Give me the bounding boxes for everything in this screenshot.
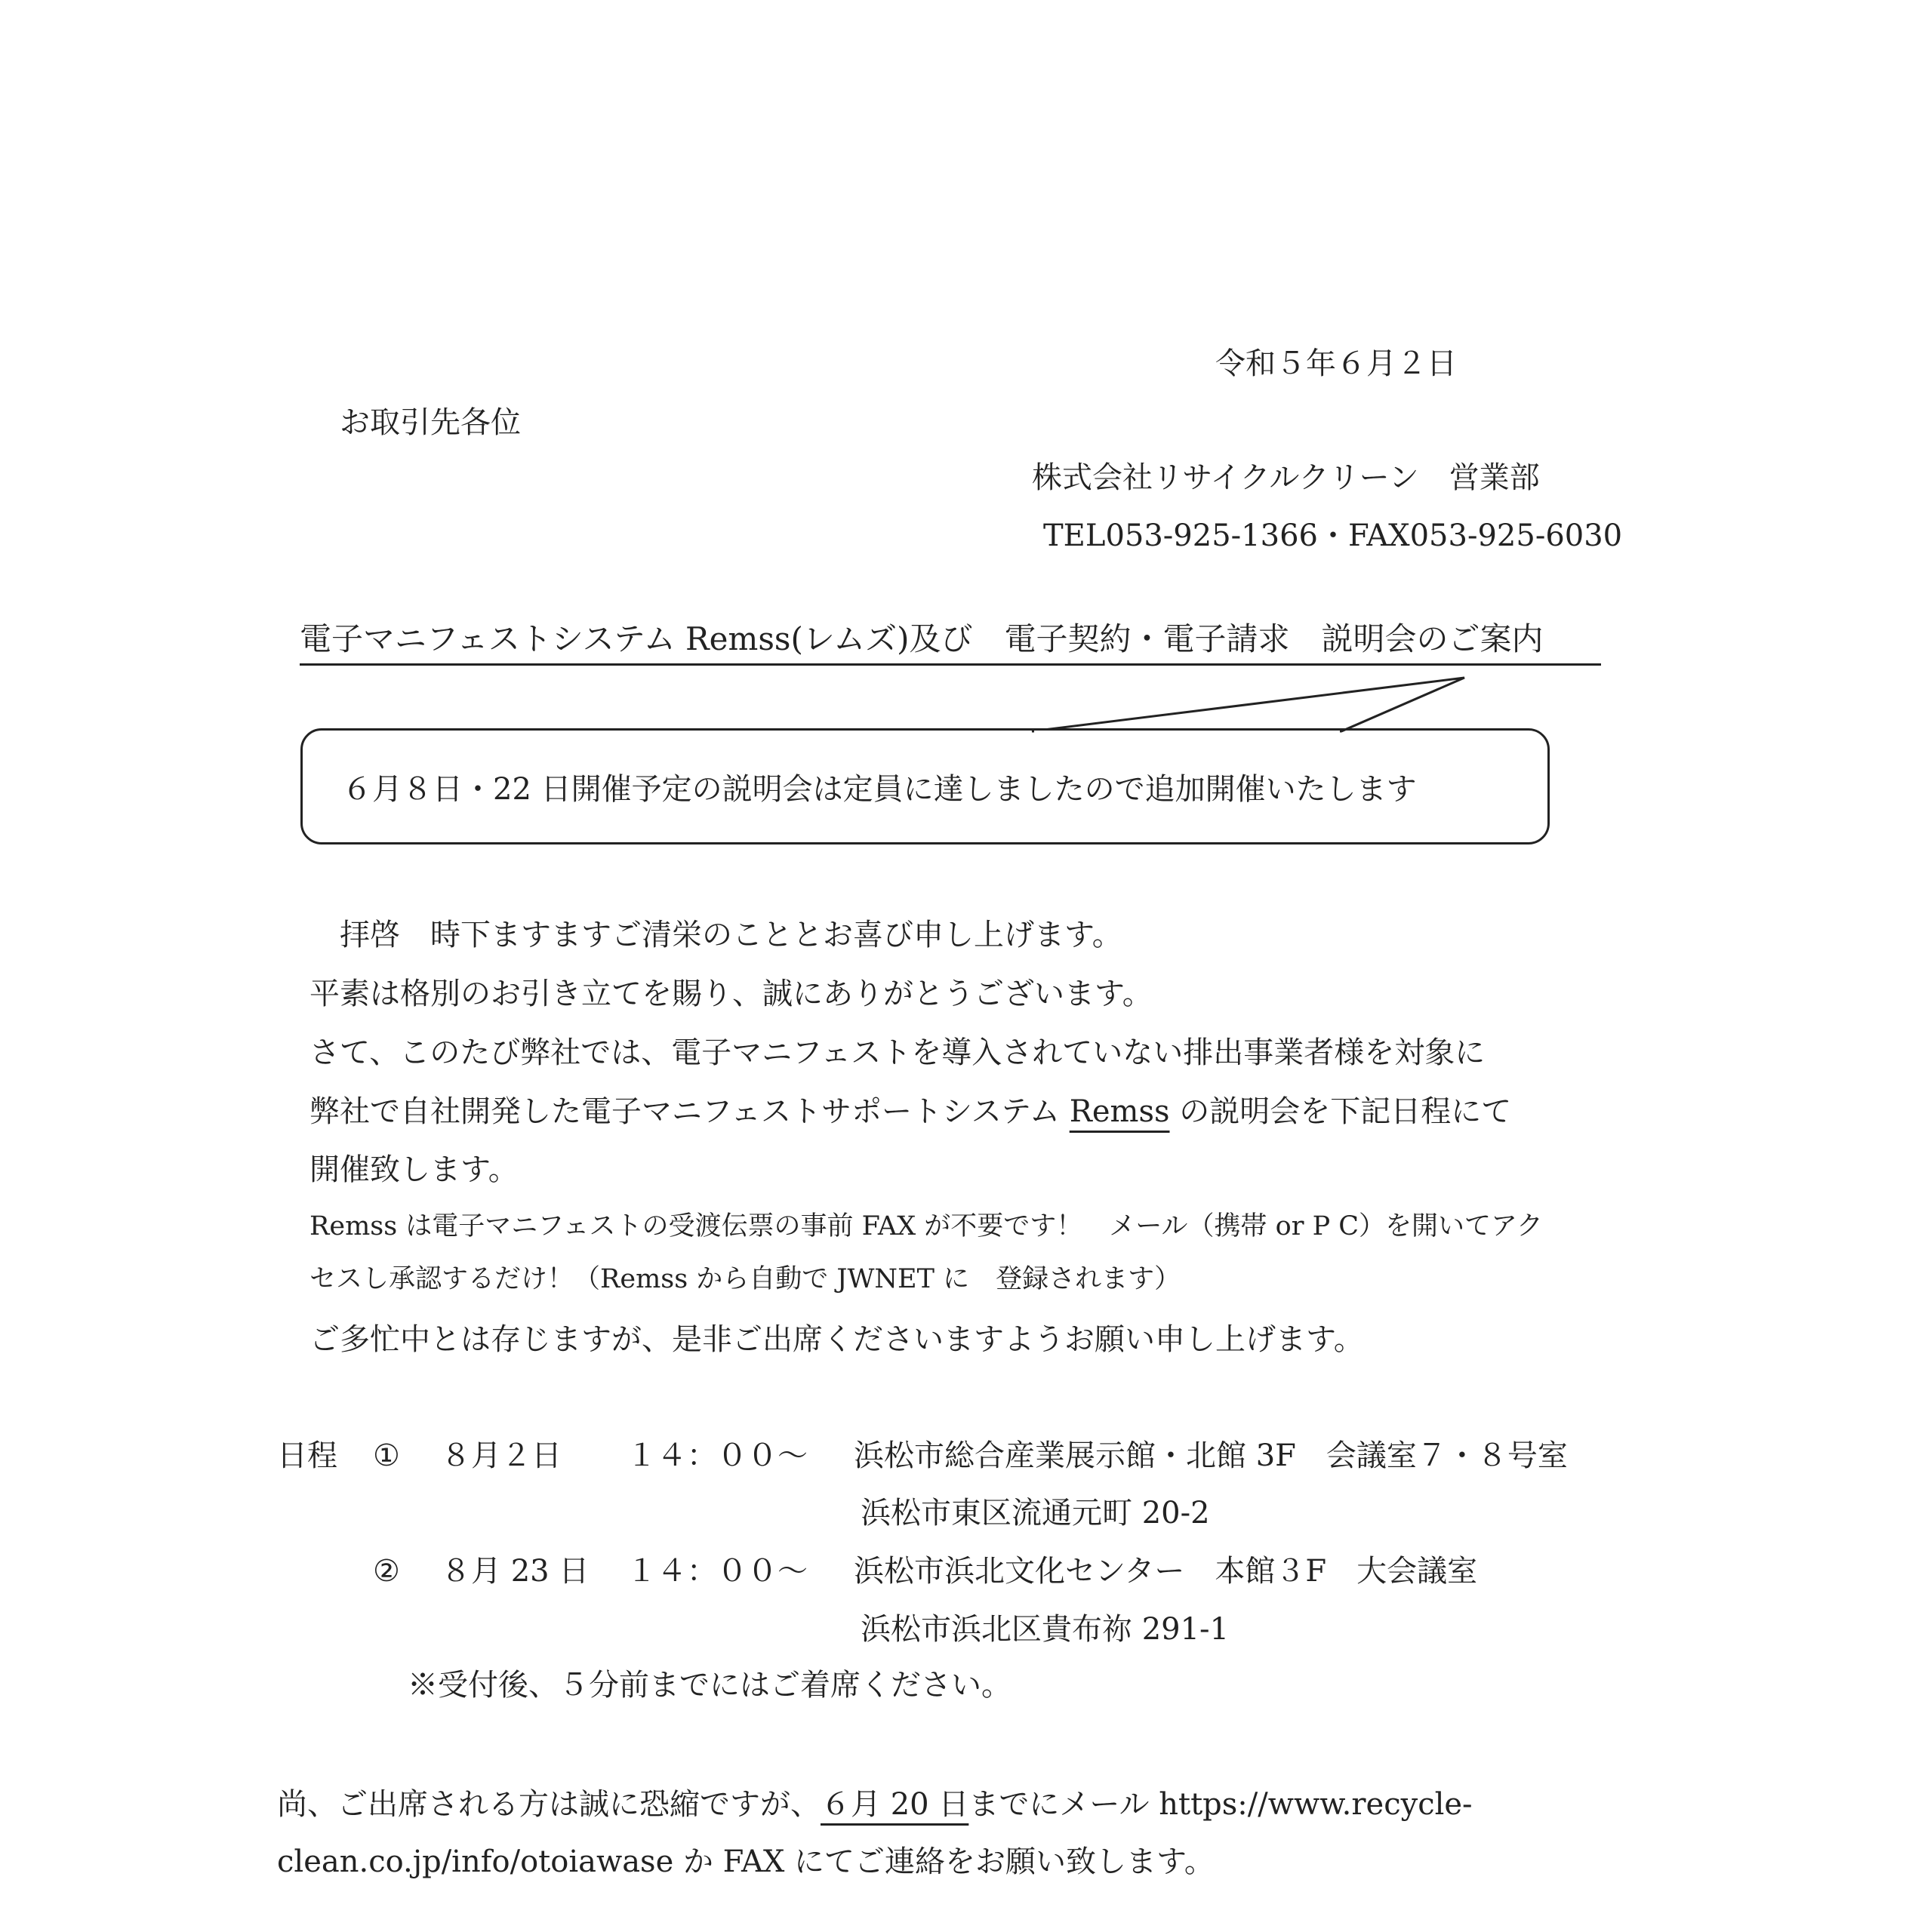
event-2-date: ８月 23 日	[441, 1554, 590, 1589]
body-line-5: 開催致します。	[309, 1152, 519, 1187]
body-line-4-before: 弊社で自社開発した電子マニフェストサポートシステム	[309, 1094, 1070, 1129]
remss-underlined: Remss	[1069, 1094, 1170, 1129]
closing-line-1-before: 尚、ご出席される方は誠に恐縮ですが、	[277, 1787, 821, 1822]
event-2-venue: 浜松市浜北文化センター 本館３F 大会議室	[854, 1554, 1478, 1589]
body-line-1: 拝啓 時下ますますご清栄のこととお喜び申し上げます。	[340, 918, 1122, 952]
closing-line-1	[277, 1789, 1473, 1820]
event-1-time: １４：００～	[627, 1438, 808, 1473]
closing-line-2: clean.co.jp/info/otoiawase か FAX にてご連絡をお願い致します。	[277, 1844, 1215, 1879]
sender-contact: TEL053-925-1366・FAX053-925-6030	[1043, 518, 1623, 553]
body-line-8: ご多忙中とは存じますが、是非ご出席くださいますようお願い申し上げます。	[309, 1322, 1364, 1357]
notice-callout-text: ６月８日・22 日開催予定の説明会は定員に達しましたので追加開催いたします	[342, 771, 1417, 807]
body-line-7: セスし承認するだけ！（Remss から自動で JWNET に 登録されます）	[309, 1264, 1181, 1294]
event-2-number: ②	[373, 1554, 400, 1589]
body-line-6: Remss は電子マニフェストの受渡伝票の事前 FAX が不要です！ メール（携帯 or P C）を開いてアク	[309, 1211, 1544, 1241]
event-1-venue: 浜松市総合産業展示館・北館 3F 会議室７・８号室	[854, 1438, 1568, 1473]
letter-date: 令和５年６月２日	[1215, 346, 1457, 381]
document-title: 電子マニフェストシステム Remss(レムズ)及び 電子契約・電子請求 説明会のご案内	[300, 615, 1601, 666]
event-1-number: ①	[373, 1438, 400, 1473]
body-line-3: さて、このたび弊社では、電子マニフェストを導入されていない排出事業者様を対象に	[309, 1035, 1486, 1070]
event-1-date: ８月２日	[441, 1438, 562, 1473]
schedule-label: 日程	[277, 1438, 337, 1473]
schedule-note: ※受付後、５分前までにはご着席ください。	[408, 1668, 1012, 1703]
sender-company: 株式会社リサイクルクリーン 営業部	[1032, 460, 1540, 495]
recipient-heading: お取引先各位	[340, 405, 521, 440]
notice-callout	[300, 728, 1550, 844]
body-line-4	[309, 1094, 1512, 1129]
body-line-4-after: の説明会を下記日程にて	[1169, 1094, 1512, 1129]
reply-deadline-date: ６月 20 日	[821, 1787, 969, 1822]
closing-line-1-after: までにメール https://www.recycle-	[968, 1787, 1473, 1822]
body-line-2: 平素は格別のお引き立てを賜り、誠にありがとうございます。	[309, 977, 1153, 1011]
event-2-address: 浜松市浜北区貴布祢 291-1	[861, 1612, 1230, 1647]
event-2-time: １４：００～	[627, 1554, 808, 1589]
event-1-address: 浜松市東区流通元町 20-2	[861, 1496, 1210, 1531]
